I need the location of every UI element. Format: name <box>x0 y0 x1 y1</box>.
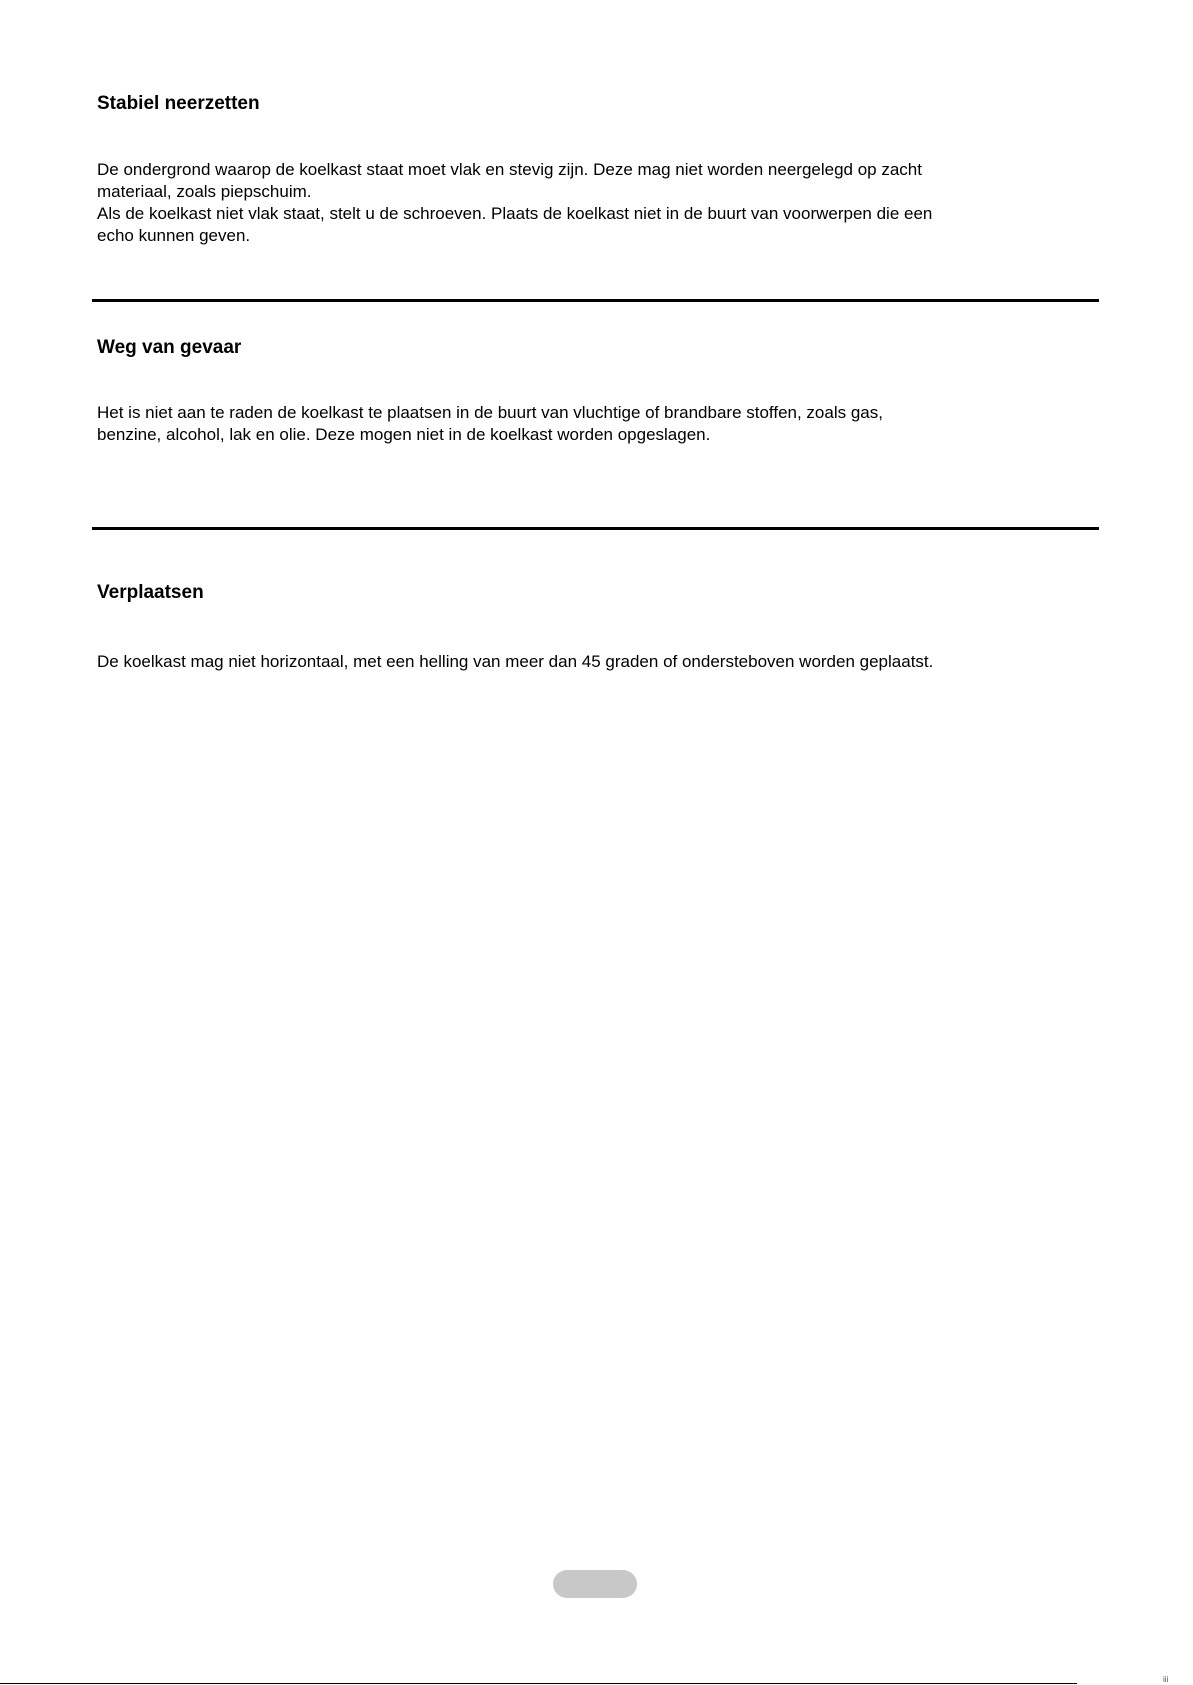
section-divider <box>92 527 1099 530</box>
section-paragraph: Het is niet aan te raden de koelkast te plaatsen in de buurt van vluchtige of brandbare stoffen, zoals gas, benzine, alcohol, lak en olie. Deze mogen niet in de koelkast worden opgeslagen. <box>97 403 883 444</box>
section-paragraph: De ondergrond waarop de koelkast staat moet vlak en stevig zijn. Deze mag niet worden neergelegd op zacht materiaal, zoals piepschuim. Als de koelkast niet vlak staat, stelt u de schroeven. Plaats de koelkast niet in de buurt van voorwerpen die een echo kunnen geven. <box>97 160 933 245</box>
section-heading: Verplaatsen <box>97 582 204 603</box>
section-weg-van-gevaar <box>97 337 1077 359</box>
section-stabiel-neerzetten-body <box>97 159 1077 247</box>
section-weg-van-gevaar-body <box>97 402 1077 446</box>
section-verplaatsen-body <box>97 651 1077 673</box>
section-heading: Weg van gevaar <box>97 337 242 358</box>
section-stabiel-neerzetten <box>97 93 1077 115</box>
page-number-badge <box>553 1570 637 1598</box>
footer-mark: iii <box>1163 1675 1169 1684</box>
section-verplaatsen <box>97 582 1077 604</box>
section-paragraph: De koelkast mag niet horizontaal, met een helling van meer dan 45 graden of ondersteboven worden geplaatst. <box>97 652 934 671</box>
section-divider <box>92 299 1099 302</box>
footer-rule <box>0 1683 1077 1684</box>
section-heading: Stabiel neerzetten <box>97 93 260 114</box>
